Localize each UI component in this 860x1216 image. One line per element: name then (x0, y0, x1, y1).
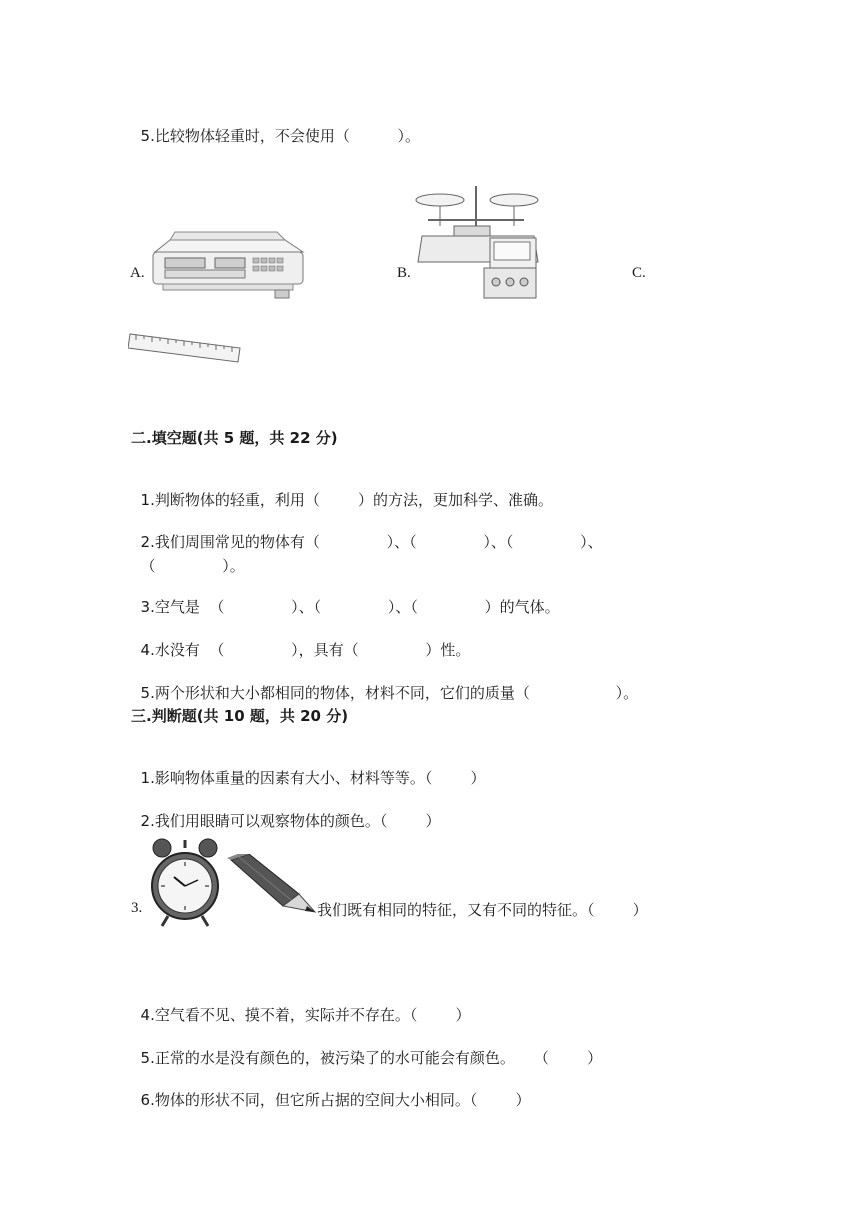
question-number: 2. (140, 533, 155, 551)
judge-question-3: 我们既有相同的特征，又有不同的特征。（ ） (317, 901, 648, 919)
question-number: 1. (140, 769, 155, 787)
question-number: 5. (140, 684, 155, 702)
question-text: 我们周围常见的物体有（ ）、（ ）、（ ）、 (154, 533, 603, 551)
judge-question-5 (131, 1028, 602, 1068)
question-text: 判断物体的轻重，利用（ ）的方法，更加科学、准确。 (154, 491, 554, 509)
section-3-title: 三.判断题(共 10 题，共 20 分) (131, 707, 349, 725)
judge-question-6 (131, 1070, 531, 1110)
fill-question-1 (131, 470, 553, 510)
fill-question-4 (131, 620, 470, 660)
question-text: 空气是 （ ）、（ ）、（ ）的气体。 (154, 598, 560, 616)
question-number: 4. (140, 1006, 155, 1024)
judge-question-1 (131, 748, 486, 788)
pencil-icon (225, 854, 317, 914)
question-5-top (131, 106, 420, 146)
question-text: 两个形状和大小都相同的物体，材料不同，它们的质量（ ）。 (154, 684, 639, 702)
electronic-scale-icon (145, 222, 307, 302)
balance-scale-icon (414, 182, 542, 302)
fill-question-5 (131, 663, 638, 703)
question-number: 2. (140, 812, 155, 830)
section-2-title: 二.填空题(共 5 题，共 22 分) (131, 429, 338, 447)
question-number: 3. (131, 900, 143, 916)
question-text: 影响物体重量的因素有大小、材料等等。（ ） (154, 769, 486, 787)
option-c-label: C. (632, 265, 646, 281)
question-number: 6. (140, 1091, 155, 1109)
option-a-label: A. (130, 265, 145, 281)
question-text: 空气看不见、摸不着，实际并不存在。（ ） (154, 1006, 471, 1024)
question-text: （ ）。 (140, 557, 245, 575)
alarm-clock-icon (150, 836, 220, 928)
judge-question-2 (131, 791, 441, 831)
option-b-label: B. (397, 265, 411, 281)
question-number: 5. (140, 127, 155, 145)
fill-question-3 (131, 577, 560, 617)
question-number: 5. (140, 1049, 155, 1067)
question-text: 比较物体轻重时，不会使用（ ）。 (154, 127, 421, 145)
question-number: 1. (140, 491, 155, 509)
question-number: 3. (140, 598, 155, 616)
ruler-icon (128, 330, 244, 366)
question-text: 物体的形状不同，但它所占据的空间大小相同。（ ） (154, 1091, 531, 1109)
fill-question-2-continued (131, 536, 245, 576)
question-text: 水没有 （ ），具有（ ）性。 (154, 641, 471, 659)
question-number: 4. (140, 641, 155, 659)
question-text: 我们用眼睛可以观察物体的颜色。（ ） (154, 812, 441, 830)
judge-question-4 (131, 985, 471, 1025)
question-text: 正常的水是没有颜色的，被污染了的水可能会有颜色。 （ ） (154, 1049, 603, 1067)
